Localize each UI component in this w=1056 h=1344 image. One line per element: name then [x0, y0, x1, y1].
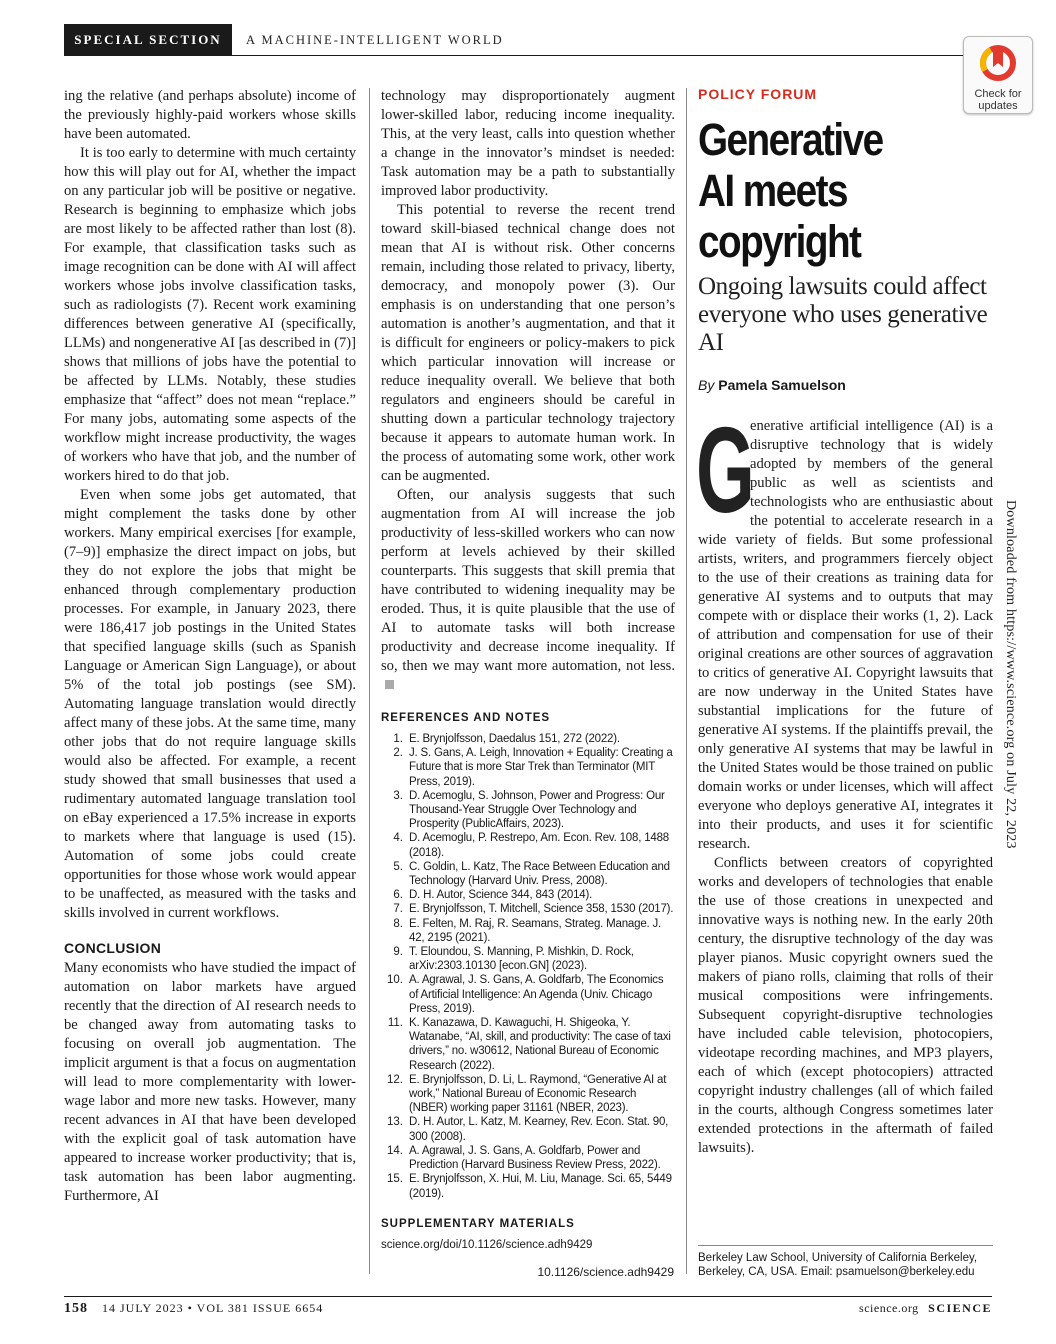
author-affiliation: Berkeley Law School, University of California Berkeley, Berkeley, CA, USA. Email: psamuelson@berkeley.edu: [698, 1252, 978, 1278]
article-body: [696, 402, 993, 1158]
paragraph: It is too early to determine with much certainty how this will play out for AI, whether the impact on any particular job will be positive or negative. Research is beginning to emphasize which jobs are most likely to be affected rather than lost (8). For example, that classification tasks such as image recognition can be done with AI will affect workers whose jobs involve classification tasks, such as radiologists (7). Recent work examining differences between generative AI (specifically, LLMs) and nongenerative AI [as described in (7)] shows that millions of jobs have the potential to be affected by LLMs. Notably, these studies emphasize that “affect” does not mean “replace.” For many jobs, automating some aspects of the workflow might increase productivity, the wages of workers who have that job, and the number of workers hired to do that job.: [64, 145, 356, 484]
reference-item: 8. E. Felten, M. Raj, R. Seamans, Strateg. Manage. J. 42, 2195 (2021).: [393, 917, 662, 944]
column-divider: [686, 88, 687, 1274]
article-doi[interactable]: 10.1126/science.adh9429: [537, 1265, 674, 1279]
section-title: A MACHINE-INTELLIGENT WORLD: [246, 33, 504, 47]
paragraph: Even when some jobs get automated, that might complement the tasks done by other workers. Many empirical exercises [for example, (7–9)] emphasize the direct impact on jobs, but they do not explore the jobs that might be enhanced through complementary production processes. For example, in January 2023, there were 186,417 job postings in the United States that specified language skills (such as Spanish Language or American Sign Language), or about 5% of the total job postings (see SM). Automating language translation would directly affect many of these jobs. At the same time, many other jobs that do not require language skills would also be affected. For example, a recent study showed that small businesses that used a rudimentary automated language translation tool on eBay experienced a 17.5% increase in exports to markets where that language is used (15). Automation of some jobs could create opportunities for those whose work would appear to be unaffected, as measured with the tasks and skills involved in current workflows.: [64, 487, 356, 921]
footer-rule: [64, 1296, 992, 1297]
reference-item: 12. E. Brynjolfsson, D. Li, L. Raymond, “Generative AI at work,” National Bureau of Economic Research (NBER) working paper 31161 (NBER, 2023).: [387, 1073, 667, 1115]
supplementary-link[interactable]: science.org/doi/10.1126/science.adh9429: [381, 1238, 593, 1251]
column-divider: [369, 88, 370, 1274]
download-note: Downloaded from https://www.science.org on July 22, 2023: [1003, 500, 1018, 849]
conclusion-heading: CONCLUSION: [64, 940, 162, 956]
affiliation-rule: [698, 1245, 993, 1246]
paragraph-text: enerative artificial intelligence (AI) is a disruptive technology that is widely adopted by members of the general public as well as scientists and technologists who are enthusiastic about the potential to accelerate research in a wide variety of fields. But some professional artists, writers, and programmers fiercely object to the use of their creations as training data for generative AI systems and to outputs that may compete with or displace their works (1, 2). Lack of attribution and compensation for use of their original creations are other sources of aggravation to critics of generative AI. Copyright lawsuits that are now underway in the United States have substantial implications for the future of generative AI systems. If the plaintiffs prevail, the only generative AI systems that may be lawful in the United States would be those trained on public domain works or under licenses, which will affect everyone who deploys generative AI, integrates it into their products, and uses it for scientific research.: [698, 418, 993, 852]
drop-cap: G: [696, 402, 755, 538]
reference-item: 4. D. Acemoglu, P. Restrepo, Am. Econ. Rev. 108, 1488 (2018).: [393, 832, 669, 859]
article-subheadline: Ongoing lawsuits could affect everyone who uses generative AI: [698, 273, 988, 356]
paragraph: [696, 402, 993, 854]
reference-item: 1. E. Brynjolfsson, Daedalus 151, 272 (2022).: [393, 733, 620, 745]
paragraph: Conflicts between creators of copyrighted works and developers of technologies that enable the use of those creations in unexpected and innovative ways is nothing new. In the early 20th century, the disruptive technology of the day was player pianos. Music copyright owners sued the makers of piano rolls, claiming that rolls of their musical compositions were infringements. Subsequent copyright-disruptive technologies have included cable television, photocopiers, videotape recording machines, and MP3 players, each of which (except photocopiers) attracted copyright industry challenges (all of which failed in the courts, although Congress sometimes later extended protections in the aftermath of failed lawsuits).: [698, 855, 993, 1156]
reference-item: 9. T. Eloundou, S. Manning, P. Mishkin, D. Rock, arXiv:2303.10130 [econ.GN] (2023).: [393, 946, 634, 973]
footer-right: [859, 1301, 992, 1316]
magazine-name: SCIENCE: [928, 1301, 992, 1315]
column-2: [381, 87, 675, 1252]
byline-by: By: [698, 377, 715, 393]
reference-item: 6. D. H. Autor, Science 344, 843 (2014).: [393, 889, 593, 902]
headline-line: Generative: [698, 114, 883, 165]
paragraph: Many economists who have studied the impact of automation on labor markets have argued recently that the direction of AI research needs to be changed away from automating tasks to focusing on overall job augmentation. The implicit argument is that a focus on augmentation will lead to more complementarity with lower-wage labor and more new tasks. However, many recent advances in AI that have been developed with the explicit goal of task automation have appeared to increase worker productivity; that is, task automation has been labor augmenting. Furthermore, AI: [64, 960, 356, 1204]
paragraph: [381, 486, 675, 695]
reference-item: 7. E. Brynjolfsson, T. Mitchell, Science 358, 1530 (2017).: [393, 903, 674, 916]
footer-left: [64, 1301, 323, 1317]
references-heading: REFERENCES AND NOTES: [381, 712, 551, 724]
policy-forum-label: POLICY FORUM: [698, 86, 818, 102]
paragraph-text: Often, our analysis suggests that such augmentation from AI will increase the job productivity of less-skilled workers who can now perform at levels achieved by their skilled counterparts. This suggests that skill premia that have contributed to widening inequality may be eroded. Thus, it is quite plausible that the use of AI to automate tasks will both increase productivity and decrease income inequality. If so, then we may want more automation, not less.: [381, 487, 675, 674]
supplementary-heading: SUPPLEMENTARY MATERIALS: [381, 1217, 575, 1230]
reference-item: 15. E. Brynjolfsson, X. Hui, M. Liu, Manage. Sci. 65, 5449 (2019).: [387, 1173, 672, 1200]
end-mark-icon: [385, 680, 394, 689]
section-tag: SPECIAL SECTION: [64, 24, 232, 56]
reference-item: 13. D. H. Autor, L. Katz, M. Kearney, Rev. Econ. Stat. 90, 300 (2008).: [387, 1116, 669, 1143]
reference-item: 3. D. Acemoglu, S. Johnson, Power and Progress: Our Thousand-Year Struggle Over Technology and Prosperity (PublicAffairs, 2023).: [393, 789, 665, 831]
reference-item: 14. A. Agrawal, J. S. Gans, A. Goldfarb, Power and Prediction (Harvard Business Review Press, 2022).: [387, 1144, 661, 1172]
paragraph: ing the relative (and perhaps absolute) income of the previously highly-paid workers whose skills have been automated.: [64, 88, 356, 142]
article-headline: [698, 114, 990, 267]
reference-item: 2. J. S. Gans, A. Leigh, Innovation + Equality: Creating a Future that is more Star Trek than Terminator (MIT Press, 2019).: [393, 747, 673, 788]
headline-line: copyright: [698, 216, 861, 267]
site-name[interactable]: science.org: [859, 1301, 919, 1315]
column-1: [64, 87, 356, 1206]
issue-info: 14 JULY 2023 • VOL 381 ISSUE 6654: [102, 1301, 324, 1315]
bookmark-ring-icon: [978, 43, 1018, 83]
reference-item: 11. K. Kanazawa, D. Kawaguchi, H. Shigeoka, Y. Watanabe, “AI, skill, and productivity: The case of taxi drivers,” no. w30612, National Bureau of Economic Research (2022).: [387, 1017, 671, 1072]
column-3: [698, 86, 993, 1158]
reference-item: 5. C. Goldin, L. Katz, The Race Between Education and Technology (Harvard Univ. Press, 2008).: [393, 860, 670, 888]
check-line2: updates: [978, 100, 1018, 112]
author-name: Pamela Samuelson: [718, 377, 846, 393]
references-list: [381, 732, 675, 1201]
byline: [698, 377, 993, 393]
reference-item: 10. A. Agrawal, J. S. Gans, A. Goldfarb, The Economics of Artificial Intelligence: An Agenda (Univ. Chicago Press, 2019).: [387, 974, 664, 1015]
check-line1: Check for: [974, 88, 1022, 100]
paragraph: This potential to reverse the recent trend toward skill-biased technical change does not mean that AI is without risk. Other concerns remain, including those related to privacy, liberty, democracy, and monopoly power (3). Our emphasis is on understanding that one person’s automation is another’s augmentation, and that it is difficult for engineers or policy-makers to pick which particular innovation will increase or reduce inequality overall. We believe that both regulators and engineers should be careful in shutting down a particular technology trajectory because it appears to automate human work. In the process of automating some work, other work can be augmented.: [381, 202, 675, 484]
page-number: 158: [64, 1301, 88, 1316]
paragraph: technology may disproportionately augment lower-skilled labor, reducing income inequality. This, at the very least, calls into question whether a change in the innovator’s mindset is needed: Task automation may be a path to substantially improved labor productivity.: [381, 88, 675, 199]
header-rule: [64, 55, 992, 56]
headline-line: AI meets: [698, 165, 847, 216]
